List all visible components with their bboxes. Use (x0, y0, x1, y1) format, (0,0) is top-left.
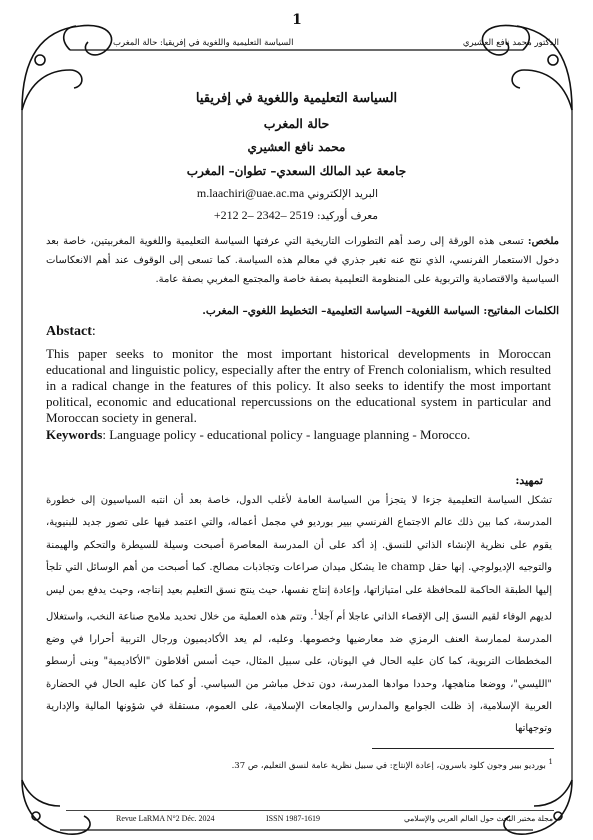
abstract-heading-colon: : (91, 324, 96, 339)
intro-heading: تمهيد: (515, 474, 543, 487)
english-abstract-text: This paper seeks to monitor the most important historical developments in Moroccan educational and linguistic policy, especially after the entry of French colonialism, which resulted in a radical change in the features of this policy. It also seeks to identify the most important political, economic and educational repercussions on the educational system in particular and Moroccan society in general. (46, 346, 551, 425)
header-running-title: السياسة التعليمية واللغوية في إفريقيا: حالة المغرب (113, 38, 294, 48)
intro-text-part-1: تشكل السياسة التعليمية جزءا لا يتجزأ من السياسة العامة لأغلب الدول، خاصة بعد أن انتبه السياسيون إلى خطورة المدرسة، كما بين ذلك عالم الاجتماع الفرنسي بيير بورديو في مجمل أعماله، والتي اعتمد فيها على تصور جديد للبنيوية، يقوم على نظرية الإنشاء الذاتي للنسق. إذ أكد على أن المدرسة المعاصرة أصبحت وسيلة للسيطرة والتحكم والهيمنة والتوجيه الإديولوجي. إنها حقل le champ يشكل ميدان صراعات وتجاذبات مصالح. كما أصبحت من أهم الوسائل التي تلجأ إليها الطبقة الحاكمة للمحافظة على امتيازاتها، وإعادة إنتاج نفسها، حيث ينتج نسق التعليم بعيد إنتاجه، وحيث يدفع بمن ليس لديهم الوفاء لقيم النسق إلى الإقصاء الذاتي عاجلا أم آجلا (46, 495, 552, 623)
email-line (197, 186, 378, 201)
article-subtitle: حالة المغرب (263, 116, 330, 131)
email-address[interactable]: m.laachiri@uae.ac.ma (196, 186, 305, 200)
footer-issn: ISSN 1987-1619 (266, 814, 321, 823)
footer-arabic-journal: مجلة مختبر البحث حول العالم العربي والإسلامي (403, 814, 553, 823)
footnote-reference[interactable]: 1 (313, 609, 318, 618)
english-abstract-heading (46, 324, 96, 340)
corner-ornament-bottom-left-icon (22, 780, 90, 834)
footer-journal-name: Revue LaRMA N°2 Déc. 2024 (116, 814, 215, 823)
english-keywords-label: Keywords (46, 427, 103, 442)
author-affiliation: جامعة عبد المالك السعدي– تطوان– المغرب (186, 164, 407, 178)
footnote (232, 758, 553, 771)
footer-divider (66, 810, 554, 811)
orcid-number: +212 2– 2342– 2519 (213, 208, 314, 222)
article-title: السياسة التعليمية واللغوية في إفريقيا (195, 91, 398, 106)
arabic-abstract-label: ملخص: (527, 236, 559, 247)
footnote-number: 1 (548, 758, 553, 766)
page-number: 1 (292, 12, 302, 28)
author-name: محمد نافع العشيري (247, 140, 346, 154)
arabic-keywords-label: الكلمات المفاتيح: (483, 305, 559, 317)
english-keywords-text: : Language policy - educational policy - language planning - Morocco. (102, 427, 471, 442)
footnote-divider (372, 748, 554, 749)
arabic-keywords-text: السياسة اللغوية– السياسة التعليمية– التخطيط اللغوي– المغرب. (202, 305, 484, 317)
corner-ornament-bottom-right-icon (504, 780, 572, 834)
intro-paragraph (46, 490, 552, 741)
arabic-abstract-text: تسعى هذه الورقة إلى رصد أهم التطورات التاريخية التي عرفتها السياسة التعليمية واللغوية المغربيتين، خاصة بعد دخول الاستعمار الفرنسي، الذي نتج عنه تغير جذري في معالم هذه السياسة. كما تسعى إلى الوقوف عند أهم الانعكاسات السياسية والاقتصادية والتربوية على المنظومة التعليمية بصفة خاصة والمجتمع المغربي بصفة عامة. (46, 236, 559, 285)
header-author: الدكتور محمد نافع العشيري (462, 38, 559, 48)
arabic-abstract (46, 232, 559, 289)
arabic-keywords (46, 302, 559, 321)
english-keywords (46, 427, 551, 443)
orcid-label: معرف أوركيد: (317, 210, 378, 222)
email-label: البريد الإلكتروني (307, 188, 378, 200)
intro-text-part-2: . وتتم هذه العملية من خلال تحديد ملامح صناعة النخب، واستغلال المدرسة لممارسة العنف الرمزي ضد معارضيها وخصومها. وعليه، لم يعد الأكاديميون ورجال التربية أحرارا في وضع المخططات التربوية، كما كان عليه الحال في اليونان، على سبيل المثال، حيث أسس أفلاطون "الأكاديمية" وبنى أرسطو "الليسي"، ووضعا مناهجها، وحددا موادها المدرسة، دون تدخل مباشر من السياسي. أو كما كان عليه الحال في الحضارة العربية الإسلامية، إذ ظلت الجوامع والمدارس والجامعات الإسلامية، على العموم، مستقلة في شؤونها المالية والإدارية وتوجهاتها (46, 611, 552, 735)
footnote-text: بورديو بيير وجون كلود باسرون، إعادة الإنتاج: في سبيل نظرية عامة لنسق التعليم، ص 37. (231, 760, 549, 771)
abstract-heading-label: Abstact (46, 324, 92, 339)
orcid-line (214, 208, 378, 223)
